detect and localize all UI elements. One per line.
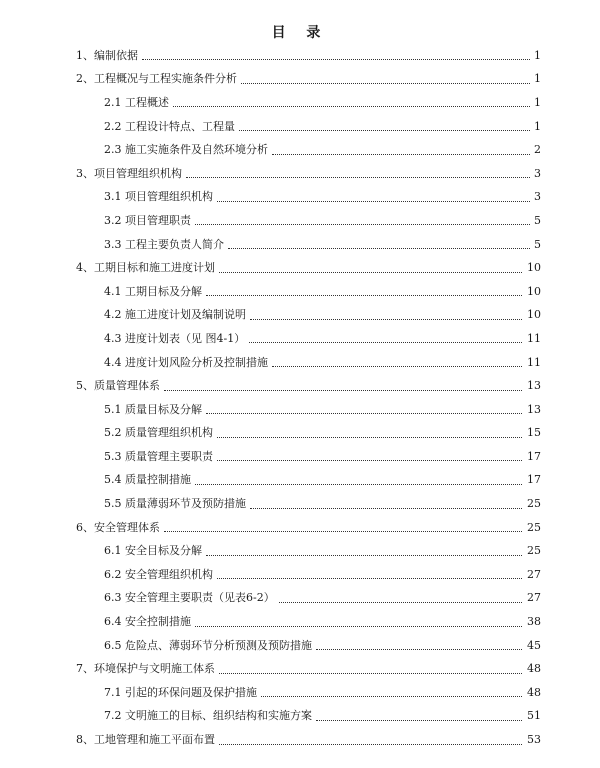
toc-entry-title: 3.1 项目管理组织机构	[104, 190, 217, 204]
toc-page-number: 53	[523, 733, 541, 747]
toc-page-number: 25	[523, 497, 541, 511]
toc-subsection-entry[interactable]	[0, 681, 600, 705]
toc-subsection-entry[interactable]	[0, 539, 600, 563]
toc-dot-leader	[206, 554, 532, 556]
toc-entry-title: 4.1 工期目标及分解	[104, 285, 206, 299]
toc-page-number: 13	[523, 403, 541, 417]
toc-page-number: 13	[523, 379, 541, 393]
toc-section-entry[interactable]	[0, 162, 600, 186]
toc-dot-leader	[217, 577, 532, 579]
toc-dot-leader	[272, 365, 532, 367]
toc-entry-title: 7.2 文明施工的目标、组织结构和实施方案	[104, 709, 316, 723]
toc-section-entry[interactable]	[0, 374, 600, 398]
toc-dot-leader	[316, 648, 532, 650]
toc-subsection-entry[interactable]	[0, 445, 600, 469]
toc-entry-title: 5.5 质量薄弱环节及预防措施	[104, 497, 250, 511]
toc-page-number: 51	[523, 709, 541, 723]
toc-dot-leader	[261, 695, 532, 697]
toc-dot-leader	[272, 153, 532, 155]
toc-section-entry[interactable]	[0, 516, 600, 540]
toc-page-number: 2	[530, 143, 541, 157]
table-of-contents	[0, 44, 600, 752]
toc-entry-title: 4.2 施工进度计划及编制说明	[104, 308, 250, 322]
toc-dot-leader	[219, 672, 532, 674]
toc-page-number: 15	[523, 426, 541, 440]
toc-subsection-entry[interactable]	[0, 233, 600, 257]
toc-entry-title: 6、安全管理体系	[76, 521, 164, 535]
toc-entry-title: 3、项目管理组织机构	[76, 167, 186, 181]
toc-entry-title: 3.3 工程主要负责人简介	[104, 238, 228, 252]
toc-page-number: 10	[523, 285, 541, 299]
toc-section-entry[interactable]	[0, 728, 600, 752]
toc-dot-leader	[250, 507, 532, 509]
toc-dot-leader	[239, 129, 532, 131]
toc-page-number: 3	[530, 190, 541, 204]
toc-page-number: 10	[523, 308, 541, 322]
toc-entry-title: 5.4 质量控制措施	[104, 473, 195, 487]
toc-page-number: 38	[523, 615, 541, 629]
toc-entry-title: 4.3 进度计划表（见 图4-1）	[104, 332, 249, 346]
toc-subsection-entry[interactable]	[0, 186, 600, 210]
toc-page-number: 1	[530, 120, 541, 134]
toc-dot-leader	[164, 389, 532, 391]
toc-entry-title: 5、质量管理体系	[76, 379, 164, 393]
toc-page-number: 17	[523, 450, 541, 464]
toc-subsection-entry[interactable]	[0, 422, 600, 446]
toc-entry-title: 5.2 质量管理组织机构	[104, 426, 217, 440]
toc-page-number: 11	[523, 356, 541, 370]
toc-dot-leader	[249, 341, 532, 343]
toc-section-entry[interactable]	[0, 44, 600, 68]
toc-subsection-entry[interactable]	[0, 91, 600, 115]
toc-page-number: 11	[523, 332, 541, 346]
toc-dot-leader	[219, 271, 532, 273]
toc-entry-title: 2.3 施工实施条件及自然环境分析	[104, 143, 272, 157]
toc-dot-leader	[164, 530, 532, 532]
toc-dot-leader	[316, 719, 532, 721]
toc-dot-leader	[241, 82, 532, 84]
toc-entry-title: 1、编制依据	[76, 49, 142, 63]
toc-dot-leader	[217, 436, 532, 438]
toc-subsection-entry[interactable]	[0, 492, 600, 516]
toc-subsection-entry[interactable]	[0, 138, 600, 162]
toc-subsection-entry[interactable]	[0, 209, 600, 233]
toc-dot-leader	[217, 459, 532, 461]
toc-entry-title: 6.4 安全控制措施	[104, 615, 195, 629]
toc-dot-leader	[219, 743, 532, 745]
toc-page-number: 45	[523, 639, 541, 653]
toc-page-number: 17	[523, 473, 541, 487]
toc-page-number: 27	[523, 591, 541, 605]
toc-entry-title: 6.5 危险点、薄弱环节分析预测及预防措施	[104, 639, 316, 653]
toc-dot-leader	[250, 318, 532, 320]
toc-entry-title: 6.2 安全管理组织机构	[104, 568, 217, 582]
toc-page-number: 1	[530, 72, 541, 86]
toc-section-entry[interactable]	[0, 256, 600, 280]
toc-entry-title: 7.1 引起的环保问题及保护措施	[104, 686, 261, 700]
toc-subsection-entry[interactable]	[0, 304, 600, 328]
toc-entry-title: 4、工期目标和施工进度计划	[76, 261, 219, 275]
toc-dot-leader	[173, 105, 532, 107]
toc-page-number: 27	[523, 568, 541, 582]
toc-subsection-entry[interactable]	[0, 610, 600, 634]
toc-entry-title: 8、工地管理和施工平面布置	[76, 733, 219, 747]
toc-entry-title: 3.2 项目管理职责	[104, 214, 195, 228]
toc-section-entry[interactable]	[0, 68, 600, 92]
toc-subsection-entry[interactable]	[0, 327, 600, 351]
toc-page-number: 48	[523, 662, 541, 676]
toc-subsection-entry[interactable]	[0, 280, 600, 304]
toc-entry-title: 4.4 进度计划风险分析及控制措施	[104, 356, 272, 370]
toc-page-number: 3	[530, 167, 541, 181]
toc-section-entry[interactable]	[0, 657, 600, 681]
toc-title: 目 录	[271, 25, 329, 41]
toc-dot-leader	[195, 483, 532, 485]
toc-entry-title: 6.3 安全管理主要职责（见表6-2）	[104, 591, 279, 605]
toc-dot-leader	[206, 412, 532, 414]
toc-dot-leader	[217, 200, 532, 202]
toc-subsection-entry[interactable]	[0, 563, 600, 587]
toc-entry-title: 2、工程概况与工程实施条件分析	[76, 72, 241, 86]
toc-subsection-entry[interactable]	[0, 469, 600, 493]
toc-subsection-entry[interactable]	[0, 398, 600, 422]
toc-page-number: 10	[523, 261, 541, 275]
toc-dot-leader	[195, 223, 532, 225]
toc-entry-title: 5.1 质量目标及分解	[104, 403, 206, 417]
toc-page-number: 5	[530, 214, 541, 228]
toc-dot-leader	[142, 58, 532, 60]
toc-page-number: 5	[530, 238, 541, 252]
toc-page-number: 1	[530, 96, 541, 110]
toc-dot-leader	[279, 601, 532, 603]
toc-dot-leader	[228, 247, 532, 249]
toc-page-number: 25	[523, 544, 541, 558]
toc-entry-title: 2.1 工程概述	[104, 96, 173, 110]
toc-entry-title: 5.3 质量管理主要职责	[104, 450, 217, 464]
toc-subsection-entry[interactable]	[0, 351, 600, 375]
toc-entry-title: 2.2 工程设计特点、工程量	[104, 120, 239, 134]
toc-page-number: 1	[530, 49, 541, 63]
toc-dot-leader	[195, 625, 532, 627]
toc-entry-title: 6.1 安全目标及分解	[104, 544, 206, 558]
toc-dot-leader	[206, 294, 532, 296]
toc-subsection-entry[interactable]	[0, 705, 600, 729]
toc-subsection-entry[interactable]	[0, 115, 600, 139]
toc-page-number: 48	[523, 686, 541, 700]
toc-dot-leader	[186, 176, 532, 178]
toc-subsection-entry[interactable]	[0, 587, 600, 611]
toc-entry-title: 7、环境保护与文明施工体系	[76, 662, 219, 676]
toc-page-number: 25	[523, 521, 541, 535]
toc-subsection-entry[interactable]	[0, 634, 600, 658]
